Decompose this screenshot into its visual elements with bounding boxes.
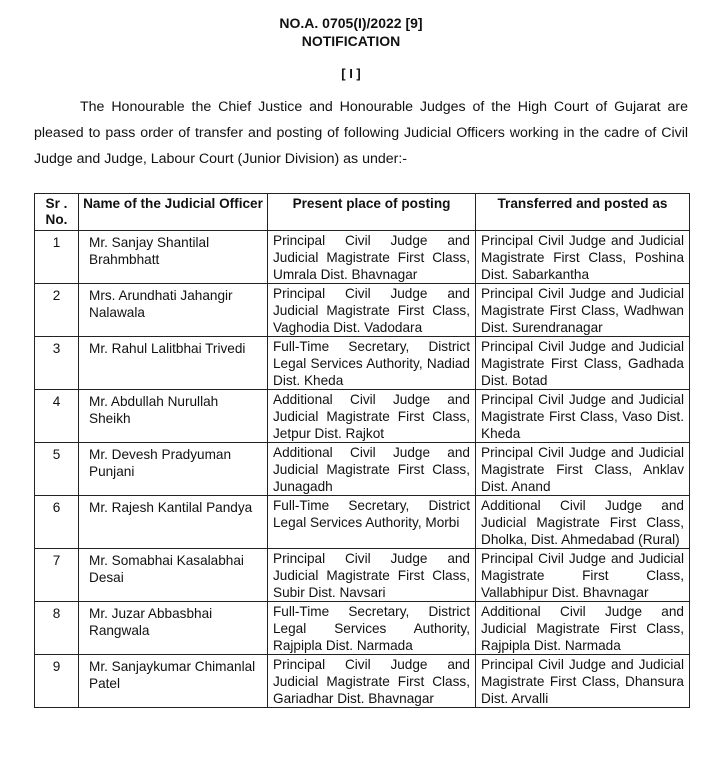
transferred-posting: Principal Civil Judge and Judicial Magistrate First Class, Gadhada Dist. Botad <box>476 337 690 390</box>
transferred-posting: Principal Civil Judge and Judicial Magistrate First Class, Poshina Dist. Sabarkantha <box>476 231 690 284</box>
present-posting: Principal Civil Judge and Judicial Magistrate First Class, Umrala Dist. Bhavnagar <box>268 231 476 284</box>
serial-number: 5 <box>35 443 79 496</box>
officer-name: Mr. Sanjay Shantilal Brahmbhatt <box>79 231 268 284</box>
present-posting: Additional Civil Judge and Judicial Magistrate First Class, Jetpur Dist. Rajkot <box>268 390 476 443</box>
present-posting: Principal Civil Judge and Judicial Magistrate First Class, Subir Dist. Navsari <box>268 549 476 602</box>
table-row <box>35 443 690 496</box>
header-officer-name: Name of the Judicial Officer <box>79 194 268 231</box>
officer-name: Mr. Rajesh Kantilal Pandya <box>79 496 268 549</box>
serial-number: 9 <box>35 655 79 708</box>
intro-paragraph: The Honourable the Chief Justice and Honourable Judges of the High Court of Gujarat are pleased to pass order of transfer and posting of following Judicial Officers working in the cadre of Civil Judge and Judge, Labour Court (Junior Division) as under:- <box>34 99 688 167</box>
order-number: NO.A. 0705(I)/2022 [9] <box>279 15 423 31</box>
table-header-row <box>35 194 690 231</box>
transferred-posting: Additional Civil Judge and Judicial Magistrate First Class, Dholka, Dist. Ahmedabad (Rural) <box>476 496 690 549</box>
serial-number: 1 <box>35 231 79 284</box>
present-posting: Full-Time Secretary, District Legal Services Authority, Morbi <box>268 496 476 549</box>
notification-title: NOTIFICATION <box>301 33 401 49</box>
transferred-posting: Additional Civil Judge and Judicial Magistrate First Class, Rajpipla Dist. Narmada <box>476 602 690 655</box>
transferred-posting: Principal Civil Judge and Judicial Magistrate First Class, Vallabhipur Dist. Bhavnagar <box>476 549 690 602</box>
serial-number: 8 <box>35 602 79 655</box>
table-row <box>35 337 690 390</box>
present-posting: Principal Civil Judge and Judicial Magistrate First Class, Gariadhar Dist. Bhavnagar <box>268 655 476 708</box>
officer-name: Mr. Abdullah Nurullah Sheikh <box>79 390 268 443</box>
transfer-table <box>34 193 690 708</box>
present-posting: Additional Civil Judge and Judicial Magistrate First Class, Junagadh <box>268 443 476 496</box>
present-posting: Principal Civil Judge and Judicial Magistrate First Class, Vaghodia Dist. Vadodara <box>268 284 476 337</box>
table-row <box>35 231 690 284</box>
present-posting: Full-Time Secretary, District Legal Services Authority, Nadiad Dist. Kheda <box>268 337 476 390</box>
serial-number: 3 <box>35 337 79 390</box>
serial-number: 2 <box>35 284 79 337</box>
header-transferred-posting: Transferred and posted as <box>476 194 690 231</box>
table-row <box>35 655 690 708</box>
officer-name: Mr. Rahul Lalitbhai Trivedi <box>79 337 268 390</box>
table-row <box>35 549 690 602</box>
table-row <box>35 496 690 549</box>
table-row <box>35 602 690 655</box>
officer-name: Mr. Somabhai Kasalabhai Desai <box>79 549 268 602</box>
serial-number: 4 <box>35 390 79 443</box>
officer-name: Mr. Juzar Abbasbhai Rangwala <box>79 602 268 655</box>
table-row <box>35 284 690 337</box>
transferred-posting: Principal Civil Judge and Judicial Magistrate First Class, Dhansura Dist. Arvalli <box>476 655 690 708</box>
header-present-posting: Present place of posting <box>268 194 476 231</box>
serial-number: 7 <box>35 549 79 602</box>
present-posting: Full-Time Secretary, District Legal Services Authority, Rajpipla Dist. Narmada <box>268 602 476 655</box>
section-marker: [ I ] <box>341 66 361 81</box>
transferred-posting: Principal Civil Judge and Judicial Magistrate First Class, Anklav Dist. Anand <box>476 443 690 496</box>
transferred-posting: Principal Civil Judge and Judicial Magistrate First Class, Vaso Dist. Kheda <box>476 390 690 443</box>
officer-name: Mrs. Arundhati Jahangir Nalawala <box>79 284 268 337</box>
header-sr-no: Sr . No. <box>35 194 79 231</box>
officer-name: Mr. Devesh Pradyuman Punjani <box>79 443 268 496</box>
transferred-posting: Principal Civil Judge and Judicial Magistrate First Class, Wadhwan Dist. Surendranagar <box>476 284 690 337</box>
officer-name: Mr. Sanjaykumar Chimanlal Patel <box>79 655 268 708</box>
serial-number: 6 <box>35 496 79 549</box>
table-row <box>35 390 690 443</box>
